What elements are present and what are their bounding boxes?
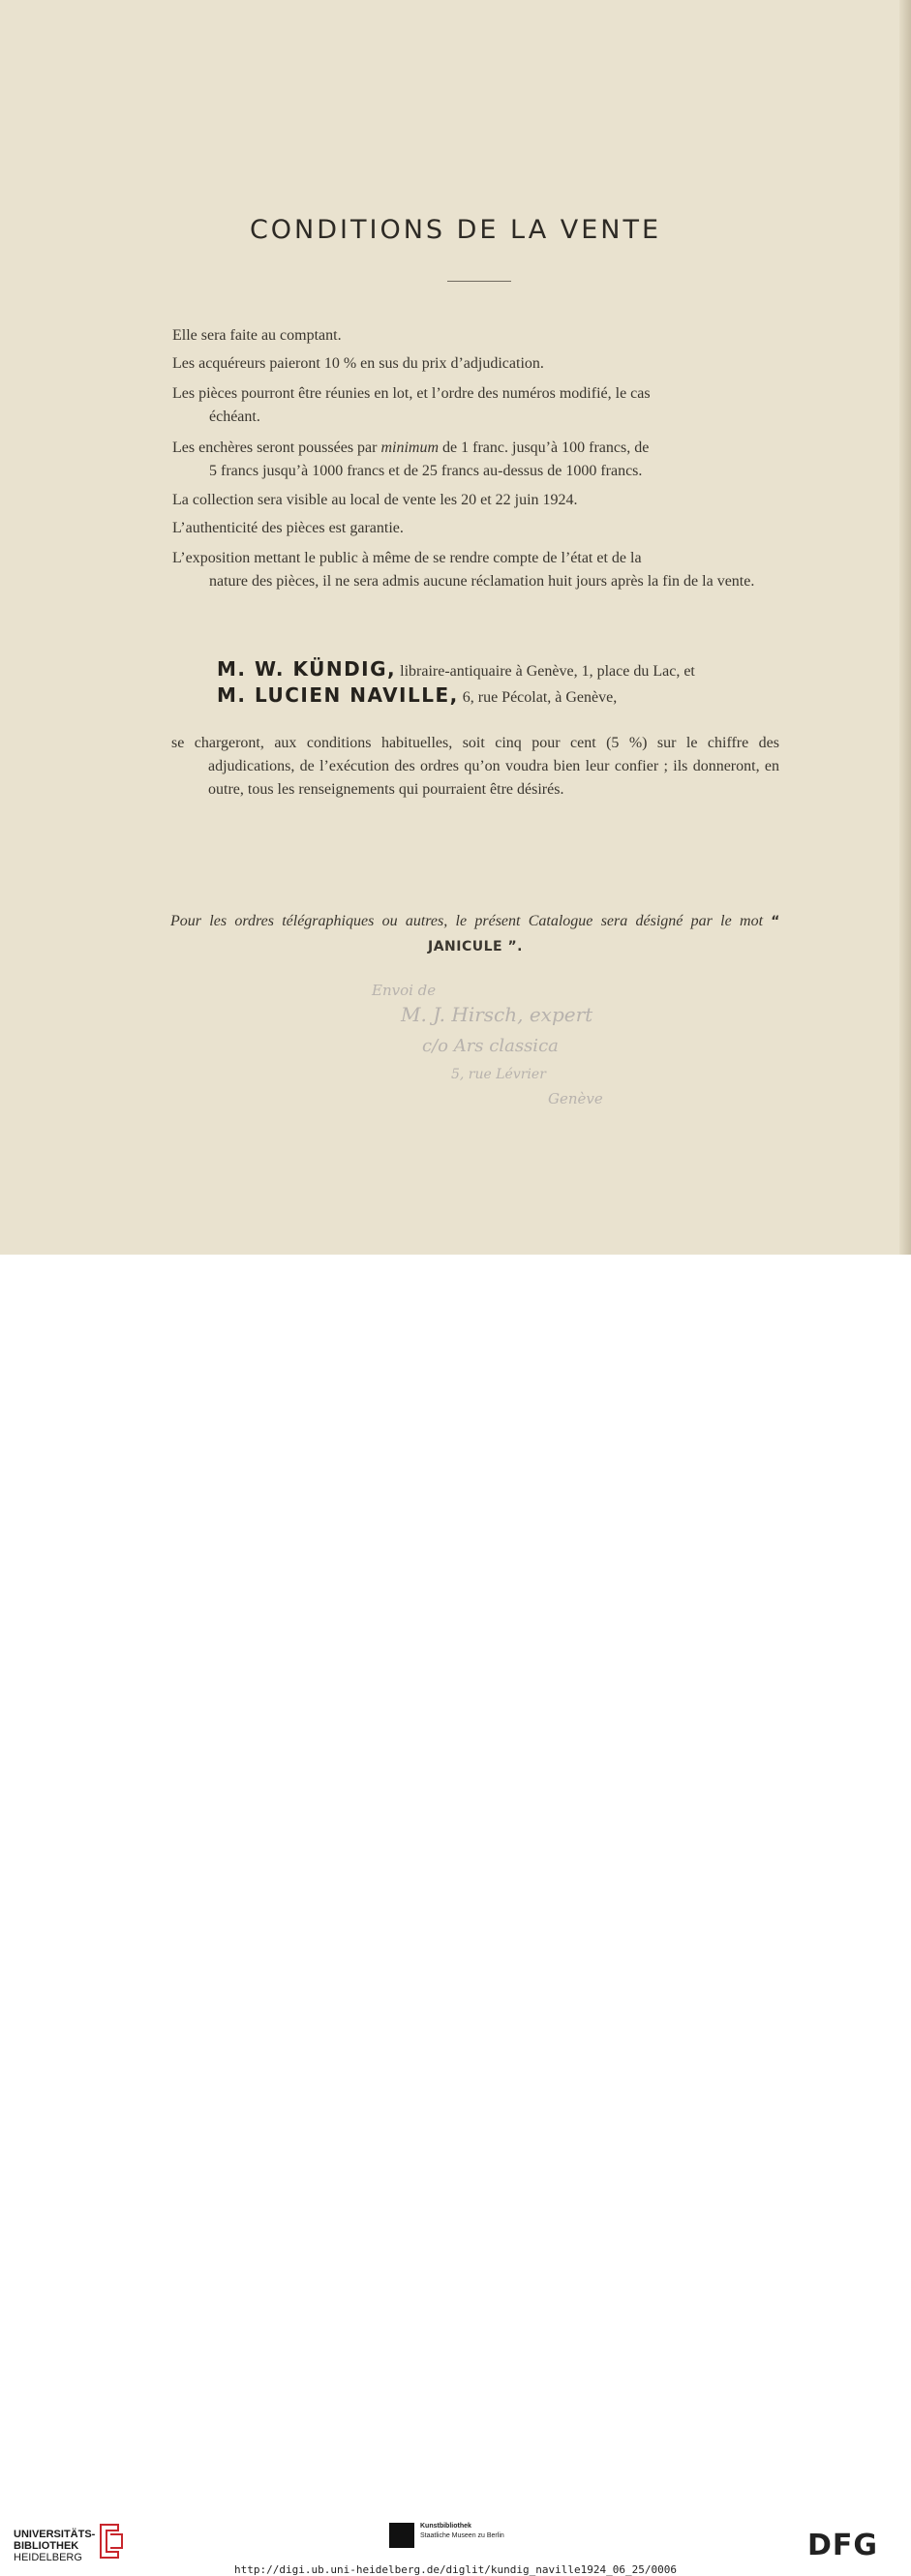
agent-naville: M. LUCIEN NAVILLE, 6, rue Pécolat, à Genève, [217,683,618,707]
telegraph-code: “ JANICULE ”. [428,914,780,955]
condition-2: Les acquéreurs paieront 10 % en sus du prix d’adjudication. [172,355,544,372]
dfg-logo: DFG [807,2529,879,2562]
telegraph-note: Pour les ordres télégraphiques ou autres, le présent Catalogue sera désigné par le mot “ JANICULE ”. [170,913,780,955]
kunstbibliothek-logo-icon [389,2523,414,2548]
condition-7: L’exposition mettant le public à même de se rendre compte de l’état et de la nature des pièces, il ne sera admis aucune réclamation huit jours après la fin de la vente. [172,550,755,590]
university-library-logo-icon [93,2521,126,2561]
condition-5: La collection sera visible au local de vente les 20 et 22 juin 1924. [172,492,578,508]
kunstbibliothek-logo-text: Kunstbibliothek Staatliche Museen zu Berlin [420,2523,504,2539]
condition-6: L’authenticité des pièces est garantie. [172,520,404,536]
condition-1: Elle sera faite au comptant. [172,327,342,344]
digitization-footer [0,1255,911,2576]
title-divider [447,281,511,282]
scanned-page: CONDITIONS DE LA VENTE Elle sera faite au comptant. Les acquéreurs paieront 10 % en sus du prix d’adjudication. Les pièces pourront être réunies en lot, et l’ordre des numéros modifié, le cas échéant. Les enchères seront poussées par minimum de 1 franc. jusqu’à 100 francs, de 5 francs jusqu’à 1000 francs et de 25 francs au-dessus de 1000 francs. La collection sera visible au local de vente les 20 et 22 juin 1924. L’authenticité des pièces est garantie. L’exposition mettant le public à même de se rendre compte de l’état et de la nature des pièces, il ne sera admis aucune réclamation huit jours après la fin de la vente. M. W. KÜNDIG, libraire-antiquaire à Genève, 1, place du Lac, et M. LUCIEN NAVILLE, 6, rue Pécolat, à Genève, se chargeront, aux conditions habituelles, soit cinq pour cent (5 %) sur le chiffre des adjudications, de l’exécution des ordres qu’on voudra bien leur confier ; ils donneront, en outre, tous les renseignements qui pourraient être désirés. Pour les ordres télégraphiques ou autres, le présent Catalogue sera désigné par le mot “ JANICULE ”. Envoi de M. J. Hirsch, expert c/o Ars classica 5, rue Lévrier Genève [0,0,911,1255]
condition-3: Les pièces pourront être réunies en lot, et l’ordre des numéros modifié, le cas échéant. [172,385,651,425]
condition-4: Les enchères seront poussées par minimum de 1 franc. jusqu’à 100 francs, de 5 francs jusqu’à 1000 francs et de 25 francs au-dessus de 1000 francs. [172,439,650,479]
commission-paragraph: se chargeront, aux conditions habituelles, soit cinq pour cent (5 %) sur le chiffre des adjudications, de l’exécution des ordres qu’on voudra bien leur confier ; ils donneront, en outre, tous les renseignements qui pourraient être désirés. [171,735,779,798]
source-url-link[interactable]: http://digi.ub.uni-heidelberg.de/diglit/kundig_naville1924_06_25/0006 [234,2563,677,2576]
university-library-logo-text: UNIVERSITÄTS- BIBLIOTHEK HEIDELBERG [14,2529,96,2563]
page-title: CONDITIONS DE LA VENTE [249,215,662,245]
page-edge-shadow [899,0,911,1255]
agent-kundig: M. W. KÜNDIG, libraire-antiquaire à Genève, 1, place du Lac, et [217,657,695,681]
